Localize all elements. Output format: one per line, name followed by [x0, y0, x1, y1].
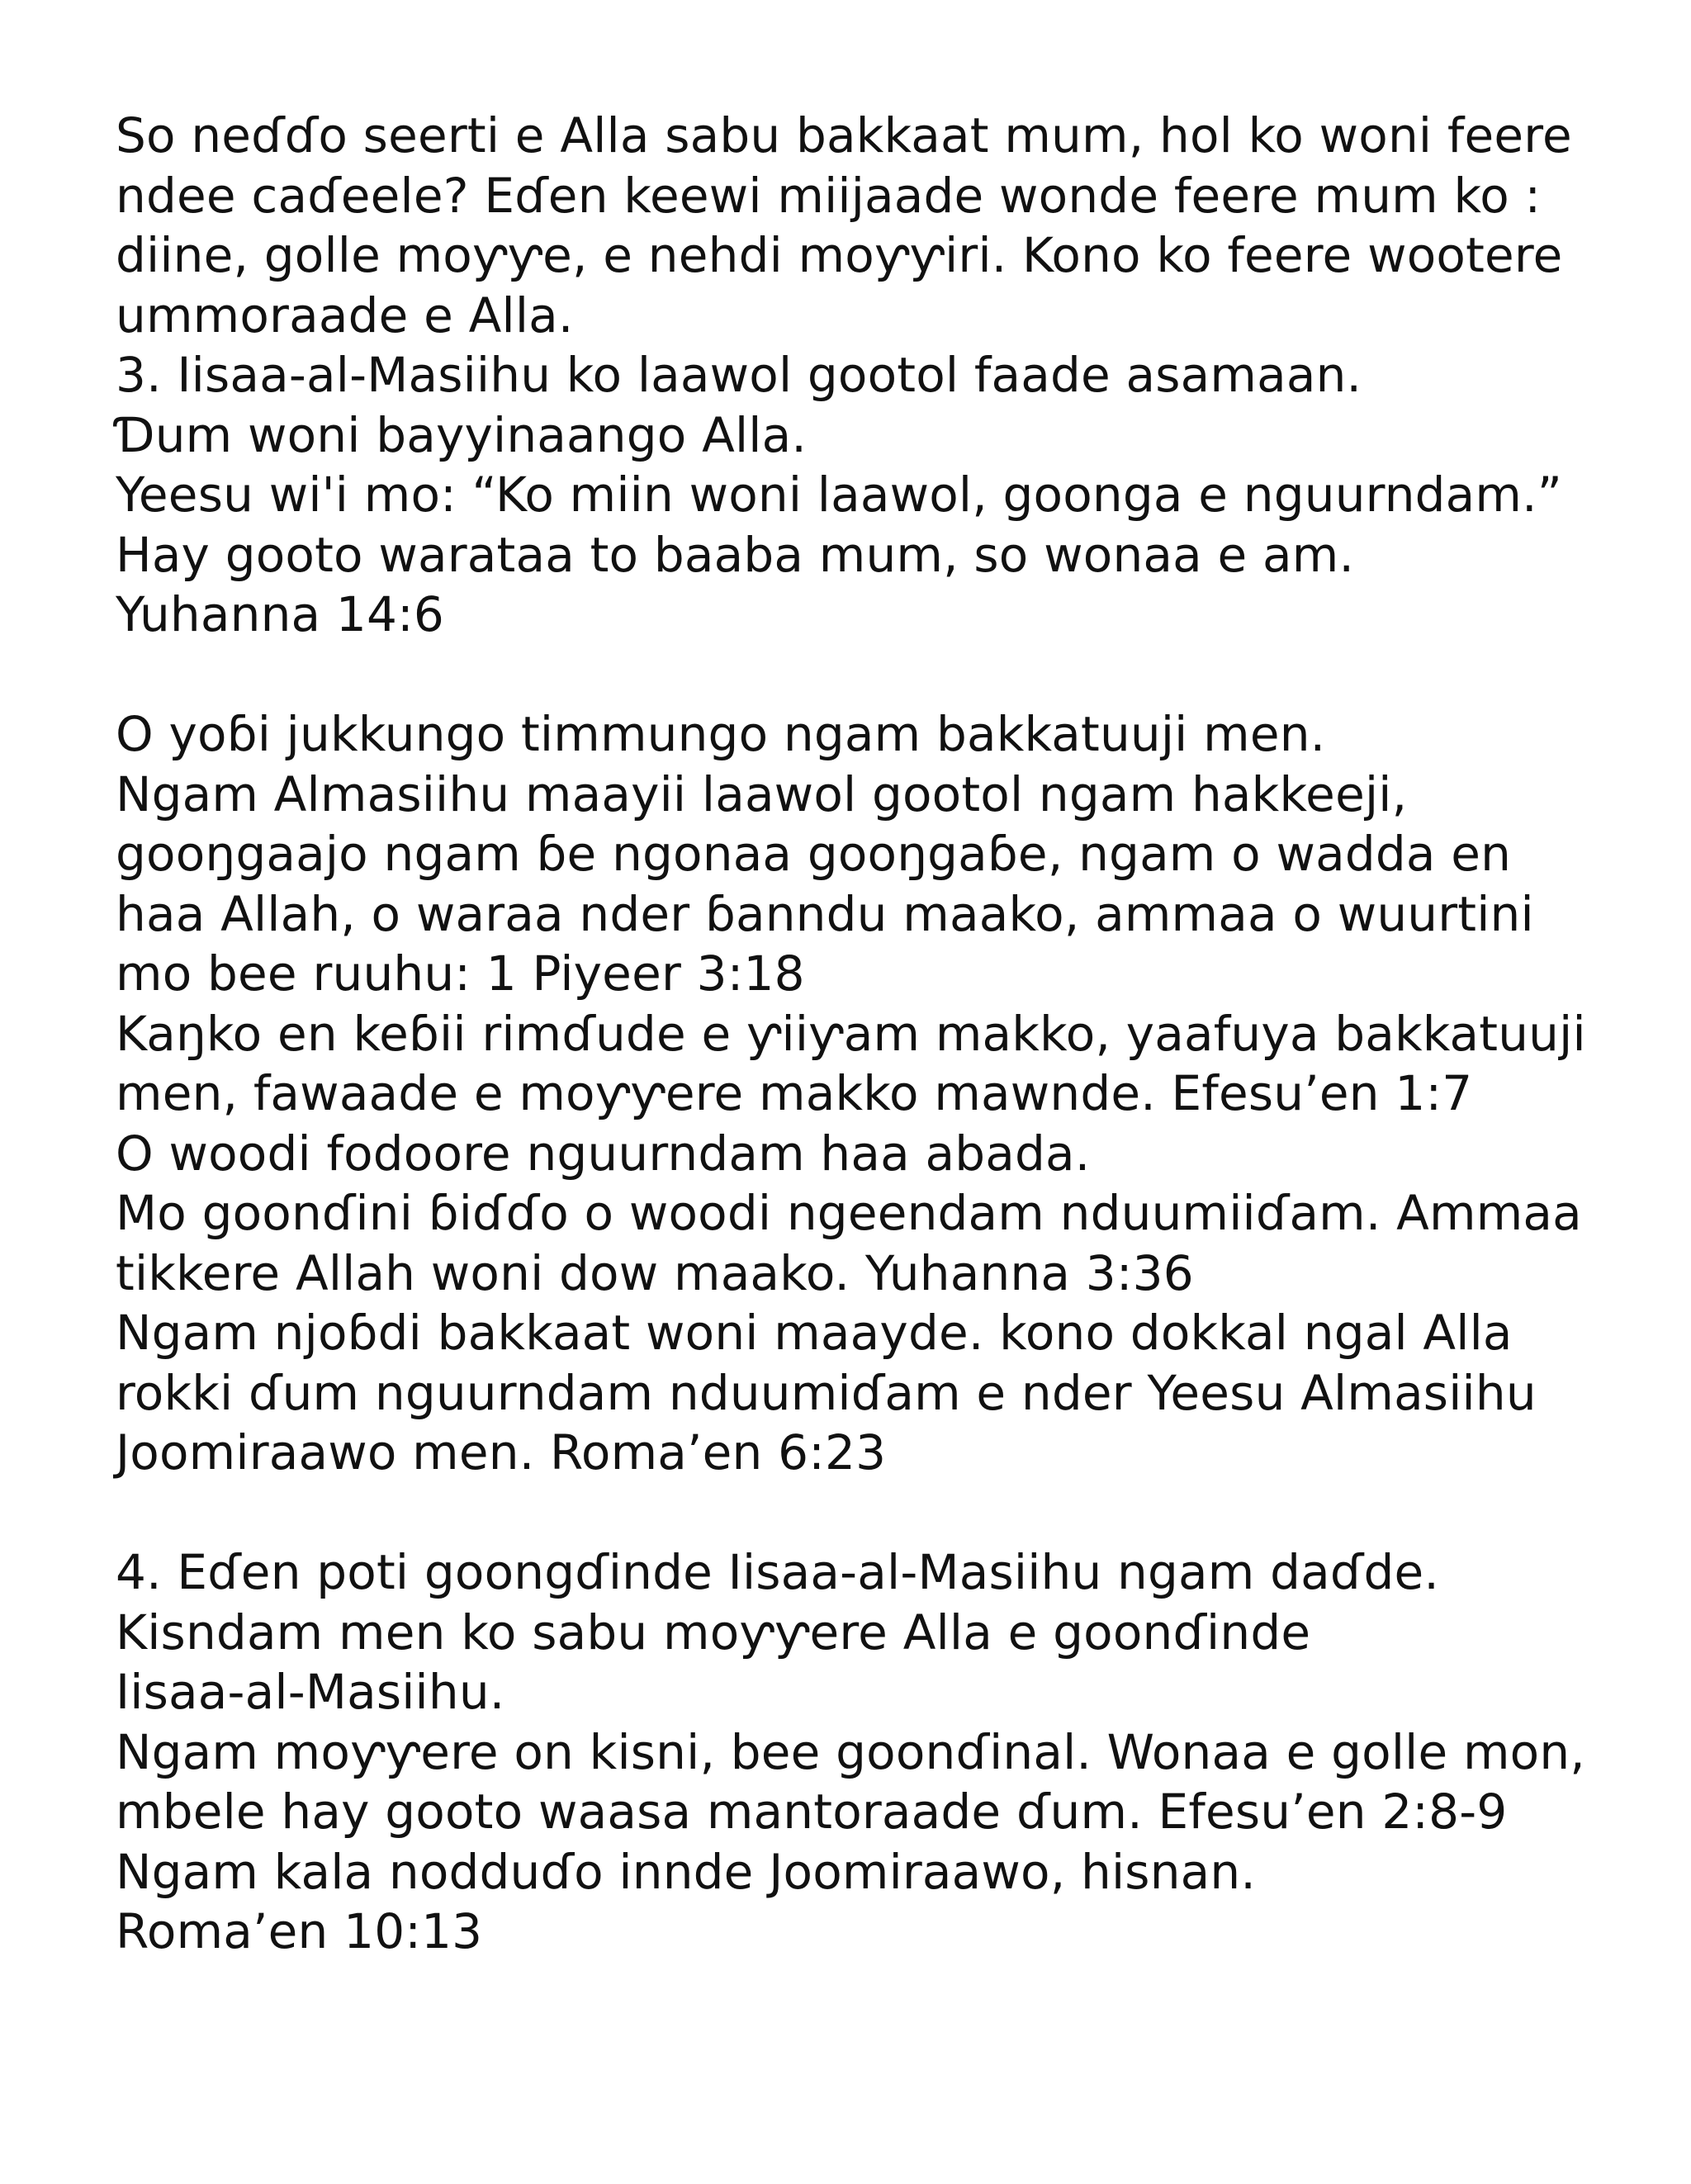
section-heading: 4. Eɗen poti goongɗinde Iisaa-al-Masiihu ngam daɗde. [116, 1544, 1439, 1600]
text-line: O yoɓi jukkungo timmungo ngam bakkatuuji men. [116, 706, 1326, 762]
text-line: Ɗum woni bayyinaango Alla. [116, 406, 807, 463]
text-line: Joomiraawo men. Roma’en 6:23 [116, 1424, 887, 1480]
text-line: gooŋgaajo ngam ɓe ngonaa gooŋgaɓe, ngam o wadda en [116, 826, 1512, 882]
text-line: ummoraade e Alla. [116, 287, 574, 343]
paragraph-spacer [116, 645, 1602, 705]
text-line: So neɗɗo seerti e Alla sabu bakkaat mum, hol ko woni feere [116, 107, 1572, 163]
text-line: Yeesu wi'i mo: “Ko miin woni laawol, goonga e nguurndam.” [116, 467, 1562, 523]
scripture-reference: Roma’en 10:13 [116, 1903, 483, 1959]
text-line: Mo goonɗini ɓiɗɗo o woodi ngeendam nduumiiɗam. Ammaa [116, 1185, 1582, 1241]
paragraph-1 [116, 106, 1602, 345]
text-line: mo bee ruuhu: 1 Piyeer 3:18 [116, 945, 805, 1002]
text-line: O woodi fodoore nguurndam haa abada. [116, 1125, 1091, 1182]
paragraph-2 [116, 704, 1602, 1483]
text-line: Ngam Almasiihu maayii laawol gootol ngam hakkeeji, [116, 765, 1408, 822]
text-line: Hay gooto warataa to baaba mum, so wonaa e am. [116, 526, 1355, 583]
section-3 [116, 345, 1602, 645]
section-4 [116, 1542, 1602, 1962]
text-line: rokki ɗum nguurndam nduumiɗam e nder Yeesu Almasiihu [116, 1364, 1537, 1421]
text-line: Ngam kala nodduɗo innde Joomiraawo, hisnan. [116, 1843, 1257, 1900]
text-line: Ngam njoɓdi bakkaat woni maayde. kono dokkal ngal Alla [116, 1305, 1513, 1361]
text-line: Kisndam men ko sabu moƴƴere Alla e goonɗinde [116, 1604, 1311, 1661]
text-line: Ngam moƴƴere on kisni, bee goonɗinal. Wonaa e golle mon, [116, 1723, 1585, 1780]
text-line: ndee caɗeele? Eɗen keewi miijaade wonde feere mum ko : [116, 167, 1542, 224]
text-line: Kaŋko en keɓii rimɗude e ƴiiƴam makko, yaafuya bakkatuuji [116, 1005, 1586, 1062]
document-body [116, 106, 1602, 1962]
text-line: Iisaa-al-Masiihu. [116, 1664, 505, 1720]
text-line: mbele hay gooto waasa mantoraade ɗum. Efesu’en 2:8-9 [116, 1784, 1508, 1840]
text-line: diine, golle moƴƴe, e nehdi moƴƴiri. Kono ko feere wootere [116, 227, 1563, 283]
text-line: tikkere Allah woni dow maako. Yuhanna 3:36 [116, 1244, 1194, 1301]
section-heading: 3. Iisaa-al-Masiihu ko laawol gootol faade asamaan. [116, 347, 1362, 403]
text-line: haa Allah, o waraa nder ɓanndu maako, ammaa o wuurtini [116, 885, 1534, 942]
text-line: men, fawaade e moƴƴere makko mawnde. Efesu’en 1:7 [116, 1065, 1473, 1121]
scripture-reference: Yuhanna 14:6 [116, 586, 444, 642]
paragraph-spacer [116, 1483, 1602, 1543]
